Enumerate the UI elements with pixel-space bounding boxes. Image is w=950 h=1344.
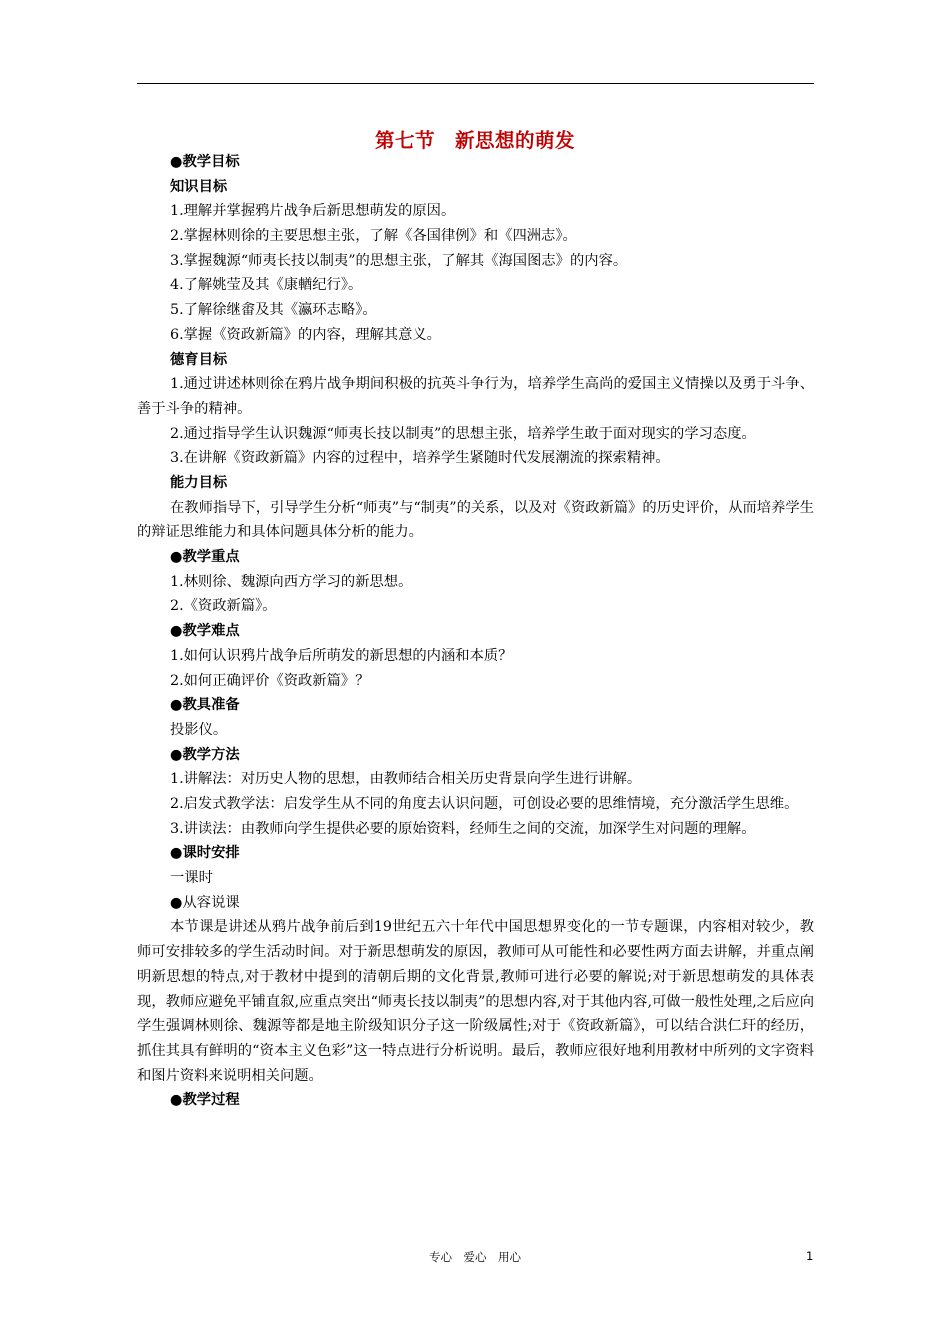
method-item: 2.启发式教学法：启发学生从不同的角度去认识问题，可创设必要的思维情境，充分激活学生思维。 bbox=[170, 795, 799, 812]
knowledge-item: 2.掌握林则徐的主要思想主张，了解《各国律例》和《四洲志》。 bbox=[170, 228, 577, 245]
ability-block bbox=[137, 496, 814, 545]
section-heading-process: ●教学过程 bbox=[170, 1092, 240, 1109]
difficulty-item: 1.如何认识鸦片战争后所萌发的新思想的内涵和本质？ bbox=[170, 647, 513, 664]
section-heading-methods: ●教学方法 bbox=[170, 746, 240, 763]
knowledge-item: 6.掌握《资政新篇》的内容，理解其意义。 bbox=[170, 326, 441, 343]
document-body bbox=[137, 150, 814, 1113]
moral-item: 3.在讲解《资政新篇》内容的过程中，培养学生紧随时代发展潮流的探索精神。 bbox=[170, 450, 670, 467]
method-item: 3.讲读法：由教师向学生提供必要的原始资料，经师生之间的交流，加深学生对问题的理解。 bbox=[170, 820, 756, 837]
knowledge-item: 4.了解姚莹及其《康輶纪行》。 bbox=[170, 277, 363, 294]
subheading-ability: 能力目标 bbox=[170, 475, 228, 491]
header-rule bbox=[137, 83, 814, 84]
page-number: 1 bbox=[806, 1249, 814, 1263]
knowledge-item: 5.了解徐继畬及其《瀛环志略》。 bbox=[170, 302, 377, 319]
section-heading-goals: ●教学目标 bbox=[170, 154, 240, 170]
method-item: 1.讲解法：对历史人物的思想，由教师结合相关历史背景向学生进行讲解。 bbox=[170, 771, 642, 788]
section-heading-tools: ●教具准备 bbox=[170, 697, 240, 714]
key-point-item: 2.《资政新篇》。 bbox=[170, 598, 277, 615]
section-heading-difficulties: ●教学难点 bbox=[170, 623, 240, 640]
section-heading-talk: ●从容说课 bbox=[170, 894, 240, 911]
key-point-item: 1.林则徐、魏源向西方学习的新思想。 bbox=[170, 573, 413, 590]
knowledge-item: 1.理解并掌握鸦片战争后新思想萌发的原因。 bbox=[170, 203, 456, 220]
ability-text: 在教师指导下，引导学生分析“师夷”与“制夷”的关系，以及对《资政新篇》的历史评价，从而培养学生的辩证思维能力和具体问题具体分析的能力。 bbox=[137, 499, 814, 541]
schedule-text: 一课时 bbox=[170, 870, 213, 887]
section-heading-key-points: ●教学重点 bbox=[170, 549, 240, 566]
talk-block bbox=[137, 915, 814, 1088]
talk-text: 本节课是讲述从鸦片战争前后到19世纪五六十年代中国思想界变化的一节专题课，内容相对较少，教师可安排较多的学生活动时间。对于新思想萌发的原因，教师可从可能性和必要性两方面去讲解，并重点阐明新思想的特点,对于教材中提到的清朝后期的文化背景,教师可进行必要的解说;对于新思想萌发的具体表现，教师应避免平铺直叙,应重点突出“师夷长技以制夷”的思想内容,对于其他内容,可做一般性处理,之后应向学生强调林则徐、魏源等都是地主阶级知识分子这一阶级属性;对于《资政新篇》，可以结合洪仁玕的经历，抓住其具有鲜明的“资本主义色彩”这一特点进行分析说明。最后，教师应很好地利用教材中所列的文字资料和图片资料来说明相关问题。 bbox=[137, 919, 814, 1084]
page-title: 第七节 新思想的萌发 bbox=[374, 129, 575, 152]
moral-list bbox=[137, 372, 814, 471]
moral-item: 2.通过指导学生认识魏源“师夷长技以制夷”的思想主张，培养学生敢于面对现实的学习态度。 bbox=[170, 425, 756, 442]
knowledge-item: 3.掌握魏源“师夷长技以制夷”的思想主张，了解其《海国图志》的内容。 bbox=[170, 252, 628, 269]
tools-text: 投影仪。 bbox=[170, 721, 228, 738]
footer-slogan: 专心 爱心 用心 bbox=[429, 1250, 521, 1264]
section-heading-schedule: ●课时安排 bbox=[170, 845, 240, 862]
subheading-knowledge: 知识目标 bbox=[170, 178, 228, 195]
methods-list bbox=[137, 767, 814, 841]
difficulty-item: 2.如何正确评价《资政新篇》？ bbox=[170, 672, 370, 689]
subheading-moral: 德育目标 bbox=[170, 351, 228, 368]
moral-item: 1.通过讲述林则徐在鸦片战争期间积极的抗英斗争行为，培养学生高尚的爱国主义情操以及勇于斗争、善于斗争的精神。 bbox=[137, 376, 814, 417]
